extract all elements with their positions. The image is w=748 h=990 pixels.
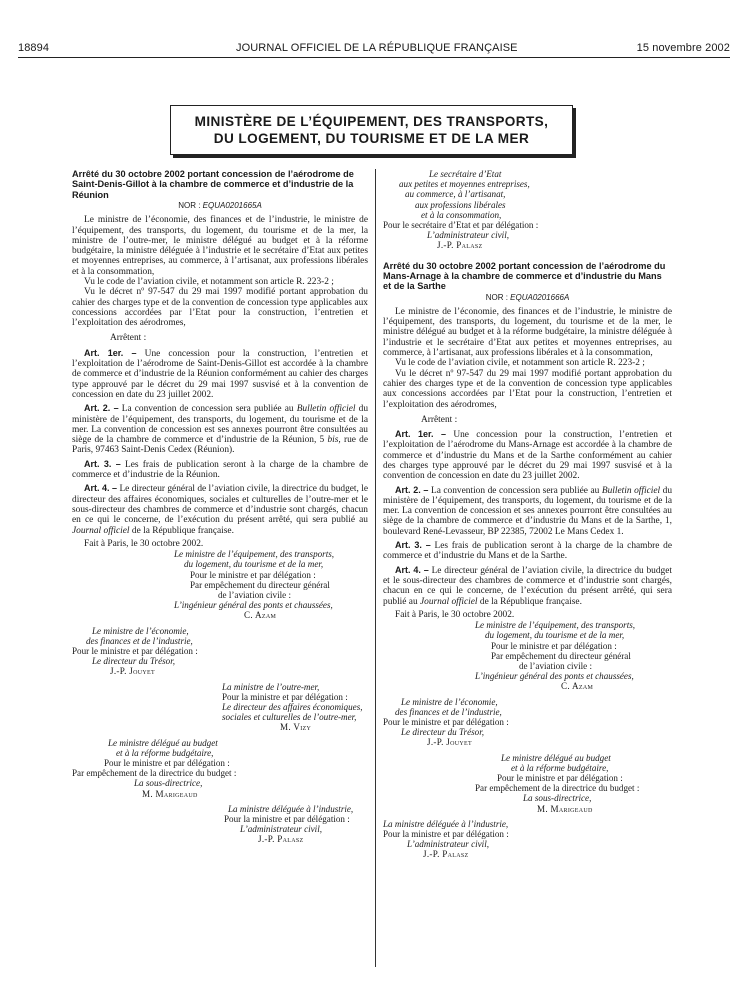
nor-code: EQUA0201665A: [202, 201, 262, 211]
sig-line: et à la réforme budgétaire,: [116, 747, 214, 758]
signature-industrie: [72, 804, 368, 845]
decree-1-title: Arrêté du 30 octobre 2002 portant concession de l’aérodrome de Saint-Denis-Gillot à la chambre de commerce et d’industrie de la Réunion: [72, 169, 354, 200]
article-2-text-b: du ministère de l’équipement, des transports, du logement, du tourisme et de la mer. La convention de concession et ses annexes pourront être consultées au siège de la chambre de commerce et d’industrie du Mans et de la Sarthe, 1, boulevard René-Levasseur, BP 22385, 72002 Le Mans Cedex 1.: [383, 485, 673, 537]
sig-line: Par empêchement de la directrice du budget :: [72, 768, 237, 779]
signature-economie: [72, 626, 368, 677]
sig-line: La ministre de l’outre-mer,: [222, 681, 320, 692]
signatory-name: J.-P. Jouyet: [427, 737, 472, 748]
sig-line: du logement, du tourisme et de la mer,: [184, 559, 324, 570]
sig-line: La ministre déléguée à l’industrie,: [383, 818, 509, 829]
article-1-text: Une concession pour la construction, l’entretien et l’exploitation de l’aérodrome du Mans-Arnage est accordée à la chambre de commerce et d’industrie du Mans et de la Sarthe conformément au cahier des charges type approuvé par le décret du 29 mai 1997 susvisé et à la convention de concession en date du 23 juillet 2002.: [383, 430, 673, 482]
left-column: [72, 169, 368, 850]
article-3-label: Art. 3. –: [84, 458, 121, 469]
sig-line: Pour le ministre et par délégation :: [104, 757, 230, 768]
sig-line: L’administrateur civil,: [240, 824, 323, 835]
sig-line: des finances et de l’industrie,: [395, 706, 502, 717]
article-2: [72, 403, 368, 455]
article-3: [383, 540, 672, 562]
sig-line: Le secrétaire d’Etat: [429, 169, 502, 179]
page-number: 18894: [18, 42, 50, 54]
article-3-text: Les frais de publication seront à la charge de la chambre de commerce et d’industrie du Mans et de la Sarthe.: [383, 541, 672, 562]
sig-line: Par empêchement du directeur général: [190, 579, 330, 590]
preamble: Le ministre de l’économie, des finances et de l’industrie, le ministre de l’équipement, des transports, du logement, du tourisme et de la mer, la ministre de l’outre-mer, le ministre délégué au budget et à la réforme budgétaire, la ministre déléguée à l’industrie et le secrétaire d’Etat aux petites et moyennes entreprises, au commerce, à l’artisanat, aux professions libérales et à la consommation,: [72, 215, 368, 277]
signatory-name: C. Azam: [561, 681, 594, 692]
article-2-label: Art. 2. –: [84, 403, 119, 414]
visa-decret: Vu le décret nº 97-547 du 29 mai 1997 modifié portant approbation du cahier des charges type et de la convention de concession type applicables aux concessions accordées par l’Etat pour la construction, l’entretien et l’exploitation des aérodromes,: [72, 287, 368, 329]
ministry-heading: [170, 105, 573, 155]
nor-label: NOR :: [178, 201, 201, 211]
decree-1-nor: [72, 201, 368, 210]
sig-line: Pour le ministre et par délégation :: [497, 773, 623, 783]
sig-line: Pour la ministre et par délégation :: [383, 829, 509, 840]
article-2-text-b: du ministère de l’équipement, des transports, du logement, du tourisme et de la mer. La convention de concession est ses annexes pourront être consultées au siège de la chambre de commerce et d’industrie de la Réunion, 5: [72, 404, 369, 446]
sig-line: Pour le ministre et par délégation :: [190, 569, 316, 580]
nor-code: EQUA0201666A: [510, 292, 570, 302]
signature-equipement: [72, 549, 368, 620]
signatory-name: M. Marigeaud: [537, 803, 593, 814]
sig-line: Le directeur du Trésor,: [92, 656, 176, 667]
sig-line: Pour la ministre et par délégation :: [222, 691, 348, 702]
signature-secretaire-etat: [383, 169, 672, 251]
sig-line: Le ministre délégué au budget: [108, 737, 218, 748]
decree-1-body: [72, 215, 368, 549]
sig-line: L’administrateur civil,: [407, 839, 490, 850]
sig-line: Le directeur des affaires économiques,: [222, 701, 363, 712]
journal-officiel: Journal officiel: [419, 596, 478, 607]
signatory-name: J.-P. Palasz: [437, 240, 483, 251]
sig-line: aux petites et moyennes entreprises,: [399, 179, 530, 190]
ministry-line-1: MINISTÈRE DE L’ÉQUIPEMENT, DES TRANSPORTS,: [194, 114, 549, 129]
decree-2-body: [383, 307, 672, 620]
article-3-text: Les frais de publication seront à la charge de la chambre de commerce et d’industrie de la Réunion.: [72, 459, 368, 481]
signature-outremer: [72, 682, 368, 733]
article-2-label: Art. 2. –: [395, 484, 429, 495]
issue-date: 15 novembre 2002: [636, 42, 730, 54]
sig-line: L’ingénieur général des ponts et chaussées,: [475, 671, 634, 682]
sig-line: aux professions libérales: [415, 199, 506, 210]
sig-line: L’ingénieur général des ponts et chaussées,: [174, 600, 333, 611]
signature-budget: [383, 753, 672, 814]
article-4-text-a: Le directeur général de l’aviation civile, la directrice du budget et le sous-directeur des chambres de commerce et d’industrie sont chargés, chacun en ce qui le concerne, de l’exécution du présent arrêté, qui sera publié au: [383, 565, 673, 607]
signature-industrie: [383, 819, 672, 860]
sig-line: Le ministre de l’équipement, des transports,: [475, 620, 636, 631]
sig-line: La sous-directrice,: [134, 778, 203, 789]
right-column: [383, 169, 672, 865]
decree-2-nor: [383, 293, 672, 302]
signatory-name: J.-P. Palasz: [258, 834, 304, 845]
signature-economie: [383, 697, 672, 748]
sig-line: Par empêchement du directeur général: [491, 650, 631, 661]
journal-title: JOURNAL OFFICIEL DE LA RÉPUBLIQUE FRANÇAISE: [236, 42, 518, 54]
signatory-name: M. Vizy: [280, 722, 312, 733]
sig-line: Par empêchement de la directrice du budget :: [475, 783, 640, 794]
bis: bis,: [327, 435, 341, 446]
article-4-label: Art. 4. –: [84, 483, 118, 494]
article-4-label: Art. 4. –: [395, 564, 429, 575]
article-3: [72, 459, 368, 481]
sig-line: et à la consommation,: [421, 209, 502, 220]
bulletin-officiel: Bulletin officiel: [296, 404, 356, 415]
sig-line: Le ministre de l’économie,: [401, 696, 498, 707]
fait-a-paris: Fait à Paris, le 30 octobre 2002.: [84, 538, 204, 549]
article-1-label: Art. 1er. –: [395, 429, 446, 440]
article-4-text-a: Le directeur général de l’aviation civile, la directrice du budget, le directeur des affaires économiques, sociales et culturelles de l’outre-mer et le sous-directeur des chambres de commerce et d’industrie sont chargés, chacun en ce qui le concerne, de l’exécution du présent arrêté, qui sera publié au: [72, 484, 368, 526]
sig-line: Pour le ministre et par délégation :: [383, 716, 509, 727]
sig-line: Pour le ministre et par délégation :: [72, 645, 198, 656]
sig-line: L’administrateur civil,: [427, 230, 510, 241]
article-4-text-b: de la République française.: [479, 596, 582, 607]
article-2-text-a: La convention de concession sera publiée au: [121, 404, 294, 415]
article-4: [383, 565, 672, 607]
decree-2-title: Arrêté du 30 octobre 2002 portant concession de l’aérodrome du Mans-Arnage à la chambre de commerce et d’industrie du Mans et de la Sarthe: [383, 260, 666, 292]
sig-line: La ministre déléguée à l’industrie,: [228, 803, 354, 814]
article-2-text-c: rue de Paris, 97463 Saint-Denis Cedex (Réunion).: [72, 435, 368, 456]
visa-code: Vu le code de l’aviation civile, et notamment son article R. 223-2 ;: [395, 358, 645, 369]
ministry-line-2: DU LOGEMENT, DU TOURISME ET DE LA MER: [213, 131, 530, 146]
preamble: Le ministre de l’économie, des finances et de l’industrie, le ministre de l’équipement, des transports, du logement, du tourisme et de la mer, le ministre délégué au budget et à la réforme budgétaire, la ministre déléguée à l’industrie et le secrétaire d’Etat aux petites et moyennes entreprises, au commerce, à l’artisanat, aux professions libérales et à la consommation,: [383, 306, 672, 359]
article-4: [72, 483, 368, 535]
sig-line: de l’aviation civile :: [218, 589, 291, 600]
nor-label: NOR :: [485, 292, 508, 302]
sig-line: Pour la ministre et par délégation :: [224, 814, 350, 824]
sig-line: Le ministre de l’équipement, des transports,: [174, 549, 335, 560]
sig-line: Le ministre délégué au budget: [501, 752, 611, 763]
article-2-text-a: La convention de concession sera publiée au: [430, 485, 600, 496]
visa-decret: Vu le décret nº 97-547 du 29 mai 1997 modifié portant approbation du cahier des charges type et de la convention de concession type applicables aux concessions accordées par l’Etat pour la construction, l’entretien et l’exploitation des aérodromes,: [383, 368, 672, 410]
sig-line: du logement, du tourisme et de la mer,: [485, 630, 625, 641]
signatory-name: C. Azam: [244, 610, 277, 621]
article-1: [383, 429, 672, 481]
sig-line: Pour le ministre et par délégation :: [491, 640, 617, 651]
article-1-text: Une concession pour la construction, l’entretien et l’exploitation de l’aérodrome de Saint-Denis-Gillot est accordée à la chambre de commerce et d’industrie de la Réunion conformément au cahier des charges type approuvé par le décret du 29 mai 1997 susvisé et à la convention de concession en date du 23 juillet 2002.: [72, 348, 368, 400]
article-1-label: Art. 1er. –: [84, 347, 137, 358]
sig-line: Le ministre de l’économie,: [92, 625, 189, 636]
bulletin-officiel: Bulletin officiel: [601, 485, 661, 496]
signatory-name: J.-P. Palasz: [423, 849, 469, 860]
article-3-label: Art. 3. –: [395, 540, 431, 551]
article-2: [383, 485, 672, 537]
visa-code: Vu le code de l’aviation civile, et notamment son article R. 223-2 ;: [84, 277, 334, 287]
sig-line: de l’aviation civile :: [519, 660, 592, 671]
signatory-name: M. Marigeaud: [142, 788, 198, 799]
sig-line: au commerce, à l’artisanat,: [405, 189, 506, 200]
sig-line: Pour le secrétaire d’Etat et par délégation :: [383, 220, 539, 231]
column-divider: [375, 169, 376, 967]
sig-line: et à la réforme budgétaire,: [511, 762, 609, 773]
sig-line: sociales et culturelles de l’outre-mer,: [222, 712, 357, 723]
signature-equipement: [383, 620, 672, 691]
sig-line: La sous-directrice,: [523, 793, 592, 804]
arretent: Arrêtent :: [110, 333, 147, 344]
sig-line: des finances et de l’industrie,: [86, 635, 193, 646]
arretent: Arrêtent :: [421, 414, 458, 425]
sig-line: Le directeur du Trésor,: [401, 727, 485, 738]
header-rule: [18, 57, 730, 58]
journal-officiel: Journal officiel: [72, 525, 130, 536]
article-4-text-b: de la République française.: [131, 525, 234, 536]
signature-budget: [72, 738, 368, 799]
signatory-name: J.-P. Jouyet: [110, 666, 155, 677]
article-1: [72, 348, 368, 400]
fait-a-paris: Fait à Paris, le 30 octobre 2002.: [395, 609, 515, 620]
